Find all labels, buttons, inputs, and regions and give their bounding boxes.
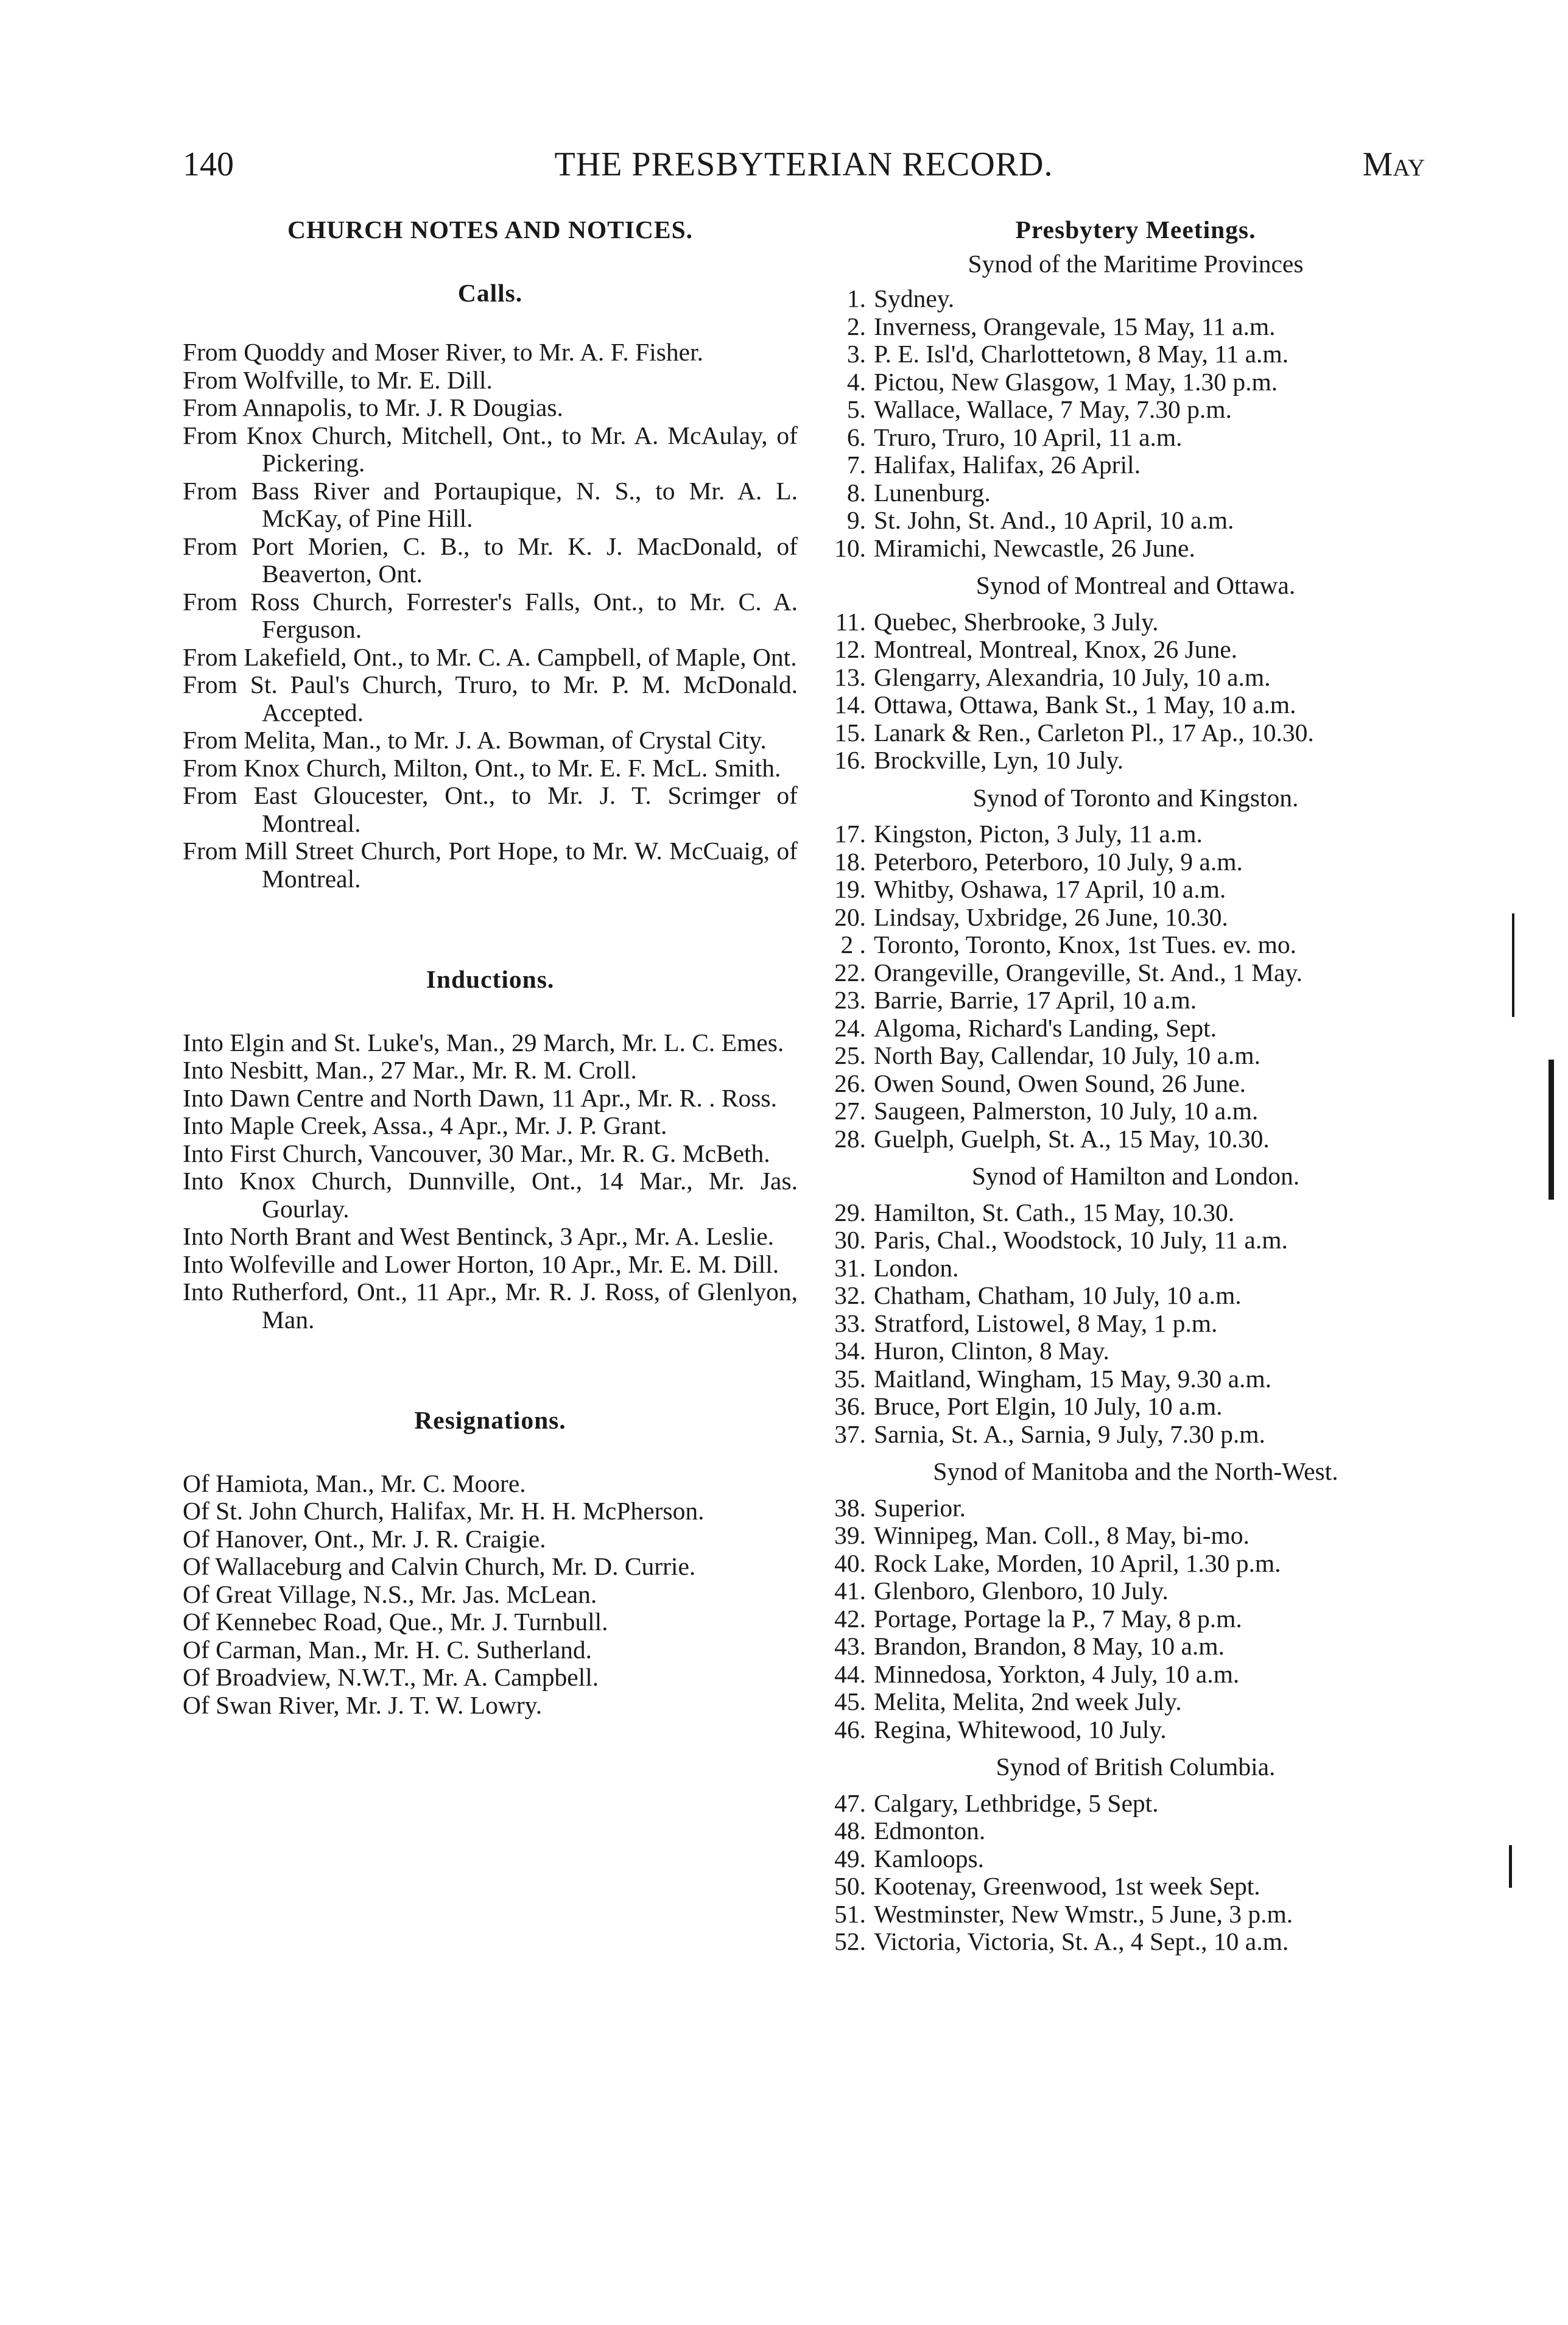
meeting-text: Brandon, Brandon, 8 May, 10 a.m. bbox=[874, 1632, 1225, 1660]
meeting-text: Ottawa, Ottawa, Bank St., 1 May, 10 a.m. bbox=[874, 691, 1296, 719]
meeting-number: 41. bbox=[834, 1577, 866, 1605]
meeting-text: Edmonton. bbox=[874, 1817, 986, 1845]
meeting-text: Melita, Melita, 2nd week July. bbox=[874, 1687, 1182, 1715]
meeting-text: Huron, Clinton, 8 May. bbox=[874, 1337, 1109, 1365]
meeting-number: 16. bbox=[834, 746, 866, 774]
meeting-number: 7. bbox=[846, 451, 866, 479]
meeting-number: 44. bbox=[834, 1659, 866, 1688]
meeting-item bbox=[828, 1421, 1443, 1449]
list-item: Of Kennebec Road, Que., Mr. J. Turnbull. bbox=[183, 1608, 608, 1636]
list-item: From Port Morien, C. B., to Mr. K. J. MacDonald, of Beaverton, Ont. bbox=[183, 532, 798, 588]
meeting-item bbox=[828, 1688, 1443, 1716]
meeting-number: 26. bbox=[834, 1069, 866, 1097]
meeting-text: Barrie, Barrie, 17 April, 10 a.m. bbox=[874, 986, 1197, 1014]
meeting-item bbox=[828, 340, 1443, 368]
meeting-number: 32. bbox=[834, 1281, 866, 1309]
margin-rule bbox=[1509, 1845, 1512, 1888]
meeting-text: Sarnia, St. A., Sarnia, 9 July, 7.30 p.m. bbox=[874, 1419, 1265, 1448]
meeting-number: 47. bbox=[834, 1789, 866, 1817]
list-item: From Mill Street Church, Port Hope, to Mr. W. McCuaig, of Montreal. bbox=[183, 837, 798, 893]
list-item: Into Dawn Centre and North Dawn, 11 Apr., Mr. R. . Ross. bbox=[183, 1083, 777, 1112]
meeting-text: Lindsay, Uxbridge, 26 June, 10.30. bbox=[874, 902, 1228, 931]
meeting-text: Bruce, Port Elgin, 10 July, 10 a.m. bbox=[874, 1392, 1223, 1420]
meeting-text: Minnedosa, Yorkton, 4 July, 10 a.m. bbox=[874, 1659, 1240, 1688]
list-item: Into Wolfeville and Lower Horton, 10 Apr., Mr. E. M. Dill. bbox=[183, 1250, 779, 1278]
synod-heading: Synod of Hamilton and London. bbox=[971, 1162, 1300, 1190]
meeting-item bbox=[828, 1199, 1443, 1227]
meeting-text: Pictou, New Glasgow, 1 May, 1.30 p.m. bbox=[874, 367, 1278, 396]
meeting-number: 42. bbox=[834, 1604, 866, 1633]
list-item: Into Maple Creek, Assa., 4 Apr., Mr. J. P. Grant. bbox=[183, 1111, 667, 1139]
meeting-item bbox=[828, 904, 1443, 932]
meeting-text: Lanark & Ren., Carleton Pl., 17 Ap., 10.30. bbox=[874, 718, 1314, 747]
meeting-number: 27. bbox=[834, 1097, 866, 1125]
meeting-item bbox=[828, 1550, 1443, 1578]
list-item: Into First Church, Vancouver, 30 Mar., Mr. R. G. McBeth. bbox=[183, 1139, 770, 1167]
meeting-text: St. John, St. And., 10 April, 10 a.m. bbox=[874, 506, 1234, 534]
meeting-number: 43. bbox=[834, 1632, 866, 1660]
presbytery-meetings-column bbox=[828, 216, 1443, 1956]
meeting-number: 1. bbox=[846, 284, 866, 312]
meeting-number: 30. bbox=[834, 1226, 866, 1254]
meeting-number: 2 . bbox=[840, 930, 866, 958]
meeting-item bbox=[828, 1494, 1443, 1522]
meeting-number: 36. bbox=[834, 1392, 866, 1420]
inductions-list bbox=[183, 1029, 798, 1334]
meeting-item bbox=[828, 1901, 1443, 1929]
meeting-item bbox=[828, 1661, 1443, 1689]
meeting-item bbox=[828, 636, 1443, 664]
meeting-item bbox=[828, 664, 1443, 692]
meeting-item bbox=[828, 451, 1443, 479]
meeting-text: North Bay, Callendar, 10 July, 10 a.m. bbox=[874, 1041, 1260, 1069]
meeting-number: 18. bbox=[834, 847, 866, 876]
meeting-text: Superior. bbox=[874, 1493, 966, 1522]
meeting-item bbox=[828, 876, 1443, 904]
meeting-number: 13. bbox=[834, 663, 866, 691]
list-item: Into Elgin and St. Luke's, Man., 29 March, Mr. L. C. Emes. bbox=[183, 1028, 784, 1057]
list-item: From Knox Church, Milton, Ont., to Mr. E. F. McL. Smith. bbox=[183, 753, 781, 782]
church-notes-column bbox=[183, 216, 798, 1719]
meeting-text: Portage, Portage la P., 7 May, 8 p.m. bbox=[874, 1604, 1242, 1633]
list-item: From Annapolis, to Mr. J. R Dougias. bbox=[183, 393, 563, 421]
calls-list bbox=[183, 339, 798, 893]
meeting-text: Guelph, Guelph, St. A., 15 May, 10.30. bbox=[874, 1124, 1270, 1153]
meeting-number: 35. bbox=[834, 1364, 866, 1393]
meeting-item bbox=[828, 535, 1443, 563]
meeting-item bbox=[828, 931, 1443, 959]
meeting-text: Saugeen, Palmerston, 10 July, 10 a.m. bbox=[874, 1097, 1259, 1125]
meeting-text: Owen Sound, Owen Sound, 26 June. bbox=[874, 1069, 1246, 1097]
meeting-item bbox=[828, 396, 1443, 424]
meeting-number: 50. bbox=[834, 1872, 866, 1900]
meeting-text: P. E. Isl'd, Charlottetown, 8 May, 11 a.m. bbox=[874, 340, 1289, 368]
list-item: Into Knox Church, Dunnville, Ont., 14 Mar., Mr. Jas. Gourlay. bbox=[183, 1167, 798, 1223]
list-item: From St. Paul's Church, Truro, to Mr. P. M. McDonald. Accepted. bbox=[183, 670, 798, 726]
synod-meetings-list bbox=[828, 285, 1443, 562]
meeting-text: Regina, Whitewood, 10 July. bbox=[874, 1715, 1167, 1743]
meeting-number: 38. bbox=[834, 1493, 866, 1522]
meeting-number: 6. bbox=[846, 423, 866, 451]
meeting-item bbox=[828, 1282, 1443, 1310]
meeting-number: 49. bbox=[834, 1844, 866, 1873]
meeting-item bbox=[828, 1817, 1443, 1845]
meeting-number: 28. bbox=[834, 1124, 866, 1153]
synod-meetings-list bbox=[828, 820, 1443, 1153]
list-item: Into North Brant and West Bentinck, 3 Apr., Mr. A. Leslie. bbox=[183, 1222, 775, 1250]
meeting-item bbox=[828, 691, 1443, 719]
meeting-number: 5. bbox=[846, 395, 866, 423]
synod-meetings-list bbox=[828, 1199, 1443, 1449]
meeting-number: 22. bbox=[834, 958, 866, 987]
journal-title: THE PRESBYTERIAN RECORD. bbox=[554, 146, 1053, 183]
meeting-number: 29. bbox=[834, 1198, 866, 1226]
meeting-text: Truro, Truro, 10 April, 11 a.m. bbox=[874, 423, 1183, 451]
meeting-text: Whitby, Oshawa, 17 April, 10 a.m. bbox=[874, 875, 1226, 903]
meeting-text: Kingston, Picton, 3 July, 11 a.m. bbox=[874, 820, 1203, 848]
meeting-number: 48. bbox=[834, 1817, 866, 1845]
inductions-heading: Inductions. bbox=[426, 965, 555, 993]
issue-month: May bbox=[1362, 146, 1425, 183]
synod-meetings-list bbox=[828, 1494, 1443, 1744]
meeting-item bbox=[828, 820, 1443, 848]
meeting-number: 4. bbox=[846, 367, 866, 396]
meeting-item bbox=[828, 1790, 1443, 1818]
running-head bbox=[183, 145, 1425, 194]
meeting-number: 37. bbox=[834, 1419, 866, 1448]
meeting-number: 3. bbox=[846, 340, 866, 368]
list-item: Of Swan River, Mr. J. T. W. Lowry. bbox=[183, 1690, 543, 1719]
meeting-item bbox=[828, 1310, 1443, 1338]
margin-rule bbox=[1512, 913, 1514, 1017]
list-item: From Quoddy and Moser River, to Mr. A. F. Fisher. bbox=[183, 338, 704, 366]
list-item: Into Nesbitt, Man., 27 Mar., Mr. R. M. Croll. bbox=[183, 1056, 637, 1084]
synod-heading: Synod of the Maritime Provinces bbox=[968, 249, 1304, 278]
meeting-number: 24. bbox=[834, 1013, 866, 1042]
meeting-number: 12. bbox=[834, 635, 866, 663]
resignations-heading: Resignations. bbox=[414, 1406, 566, 1434]
meeting-number: 25. bbox=[834, 1041, 866, 1069]
meeting-text: Quebec, Sherbrooke, 3 July. bbox=[874, 607, 1159, 636]
meeting-text: Victoria, Victoria, St. A., 4 Sept., 10 a.m. bbox=[874, 1927, 1289, 1955]
meeting-item bbox=[828, 1845, 1443, 1873]
meeting-item bbox=[828, 313, 1443, 341]
meeting-item bbox=[828, 479, 1443, 507]
list-item: From Bass River and Portaupique, N. S., to Mr. A. L. McKay, of Pine Hill. bbox=[183, 476, 798, 532]
meeting-text: Chatham, Chatham, 10 July, 10 a.m. bbox=[874, 1281, 1242, 1309]
list-item: Of St. John Church, Halifax, Mr. H. H. McPherson. bbox=[183, 1497, 705, 1525]
meeting-number: 34. bbox=[834, 1337, 866, 1365]
meeting-text: Glengarry, Alexandria, 10 July, 10 a.m. bbox=[874, 663, 1271, 691]
meeting-number: 52. bbox=[834, 1927, 866, 1955]
margin-rule bbox=[1549, 1060, 1554, 1200]
meeting-text: Paris, Chal., Woodstock, 10 July, 11 a.m. bbox=[874, 1226, 1288, 1254]
meeting-number: 8. bbox=[846, 478, 866, 507]
page-number: 140 bbox=[183, 146, 234, 183]
meeting-text: London. bbox=[874, 1253, 959, 1282]
meeting-item bbox=[828, 848, 1443, 876]
meeting-text: Peterboro, Peterboro, 10 July, 9 a.m. bbox=[874, 847, 1243, 876]
meeting-text: Maitland, Wingham, 15 May, 9.30 a.m. bbox=[874, 1364, 1272, 1393]
meeting-text: Sydney. bbox=[874, 284, 955, 312]
meeting-item bbox=[828, 1633, 1443, 1661]
meeting-item bbox=[828, 1070, 1443, 1098]
meeting-text: Miramichi, Newcastle, 26 June. bbox=[874, 533, 1195, 562]
meeting-item bbox=[828, 608, 1443, 636]
meeting-number: 23. bbox=[834, 986, 866, 1014]
meeting-item bbox=[828, 1577, 1443, 1605]
meeting-item bbox=[828, 719, 1443, 747]
meeting-number: 17. bbox=[834, 820, 866, 848]
meeting-number: 33. bbox=[834, 1309, 866, 1337]
meeting-number: 40. bbox=[834, 1549, 866, 1577]
meeting-item bbox=[828, 1393, 1443, 1421]
synod-heading: Synod of Toronto and Kingston. bbox=[972, 783, 1299, 812]
meeting-text: Orangeville, Orangeville, St. And., 1 May. bbox=[874, 958, 1303, 987]
synod-heading: Synod of Montreal and Ottawa. bbox=[976, 571, 1296, 599]
meeting-item bbox=[828, 1254, 1443, 1282]
meeting-item bbox=[828, 1873, 1443, 1901]
list-item: Into Rutherford, Ont., 11 Apr., Mr. R. J. Ross, of Glenlyon, Man. bbox=[183, 1278, 798, 1334]
list-item: Of Hanover, Ont., Mr. J. R. Craigie. bbox=[183, 1524, 546, 1553]
list-item: From Lakefield, Ont., to Mr. C. A. Campbell, of Maple, Ont. bbox=[183, 642, 797, 671]
meeting-text: Brockville, Lyn, 10 July. bbox=[874, 746, 1123, 774]
meeting-item bbox=[828, 368, 1443, 396]
synod-meetings-list bbox=[828, 608, 1443, 775]
meeting-text: Kootenay, Greenwood, 1st week Sept. bbox=[874, 1872, 1260, 1900]
list-item: Of Carman, Man., Mr. H. C. Sutherland. bbox=[183, 1635, 592, 1664]
list-item: Of Great Village, N.S., Mr. Jas. McLean. bbox=[183, 1580, 597, 1608]
meeting-text: Calgary, Lethbridge, 5 Sept. bbox=[874, 1789, 1159, 1817]
meeting-text: Wallace, Wallace, 7 May, 7.30 p.m. bbox=[874, 395, 1232, 423]
meeting-text: Kamloops. bbox=[874, 1844, 984, 1873]
list-item: Of Hamiota, Man., Mr. C. Moore. bbox=[183, 1469, 526, 1497]
meeting-item bbox=[828, 1337, 1443, 1365]
meeting-number: 20. bbox=[834, 902, 866, 931]
meeting-number: 19. bbox=[834, 875, 866, 903]
list-item: From Knox Church, Mitchell, Ont., to Mr. A. McAulay, of Pickering. bbox=[183, 421, 798, 477]
list-item: Of Wallaceburg and Calvin Church, Mr. D. Currie. bbox=[183, 1552, 696, 1580]
meeting-item bbox=[828, 1365, 1443, 1393]
synod-heading: Synod of British Columbia. bbox=[996, 1753, 1276, 1781]
meeting-text: Toronto, Toronto, Knox, 1st Tues. ev. mo. bbox=[874, 930, 1296, 958]
list-item: From Wolfville, to Mr. E. Dill. bbox=[183, 365, 493, 394]
meeting-text: Algoma, Richard's Landing, Sept. bbox=[874, 1013, 1217, 1042]
list-item: From East Gloucester, Ont., to Mr. J. T. Scrimger of Montreal. bbox=[183, 781, 798, 837]
meeting-text: Rock Lake, Morden, 10 April, 1.30 p.m. bbox=[874, 1549, 1281, 1577]
calls-heading: Calls. bbox=[457, 278, 523, 307]
meeting-text: Winnipeg, Man. Coll., 8 May, bi-mo. bbox=[874, 1521, 1250, 1549]
meeting-item bbox=[828, 285, 1443, 313]
meeting-text: Halifax, Halifax, 26 April. bbox=[874, 451, 1141, 479]
meeting-item bbox=[828, 959, 1443, 987]
meeting-item bbox=[828, 1928, 1443, 1956]
synod-meetings-list bbox=[828, 1790, 1443, 1956]
meeting-number: 11. bbox=[835, 607, 866, 636]
meeting-item bbox=[828, 1125, 1443, 1153]
list-item: From Melita, Man., to Mr. J. A. Bowman, of Crystal City. bbox=[183, 726, 767, 754]
meeting-number: 9. bbox=[846, 506, 866, 534]
list-item: Of Broadview, N.W.T., Mr. A. Campbell. bbox=[183, 1663, 599, 1691]
meeting-number: 31. bbox=[834, 1253, 866, 1282]
list-item: From Ross Church, Forrester's Falls, Ont., to Mr. C. A. Ferguson. bbox=[183, 587, 798, 643]
meeting-number: 15. bbox=[834, 718, 866, 747]
meeting-number: 2. bbox=[846, 312, 866, 340]
meeting-item bbox=[828, 987, 1443, 1015]
meeting-item bbox=[828, 1015, 1443, 1043]
meeting-text: Glenboro, Glenboro, 10 July. bbox=[874, 1577, 1169, 1605]
meeting-item bbox=[828, 1605, 1443, 1633]
meeting-number: 45. bbox=[834, 1687, 866, 1715]
meeting-item bbox=[828, 1226, 1443, 1254]
synod-heading: Synod of Manitoba and the North-West. bbox=[933, 1457, 1338, 1485]
meeting-text: Inverness, Orangevale, 15 May, 11 a.m. bbox=[874, 312, 1276, 340]
meeting-number: 14. bbox=[834, 691, 866, 719]
resignations-list bbox=[183, 1470, 798, 1720]
meeting-text: Montreal, Montreal, Knox, 26 June. bbox=[874, 635, 1238, 663]
meeting-text: Lunenburg. bbox=[874, 478, 991, 507]
meeting-item bbox=[828, 1522, 1443, 1550]
meeting-item bbox=[828, 1716, 1443, 1744]
meeting-item bbox=[828, 424, 1443, 452]
meeting-item bbox=[828, 747, 1443, 775]
meeting-number: 10. bbox=[834, 533, 866, 562]
meeting-text: Hamilton, St. Cath., 15 May, 10.30. bbox=[874, 1198, 1235, 1226]
church-notes-title: CHURCH NOTES AND NOTICES. bbox=[287, 216, 694, 244]
meeting-number: 39. bbox=[834, 1521, 866, 1549]
presbytery-meetings-title: Presbytery Meetings. bbox=[1015, 216, 1256, 244]
meeting-item bbox=[828, 507, 1443, 535]
meeting-number: 46. bbox=[834, 1715, 866, 1743]
meeting-number: 51. bbox=[834, 1899, 866, 1928]
meeting-item bbox=[828, 1097, 1443, 1125]
meeting-item bbox=[828, 1042, 1443, 1070]
meeting-text: Westminster, New Wmstr., 5 June, 3 p.m. bbox=[874, 1899, 1293, 1928]
meeting-text: Stratford, Listowel, 8 May, 1 p.m. bbox=[874, 1309, 1218, 1337]
